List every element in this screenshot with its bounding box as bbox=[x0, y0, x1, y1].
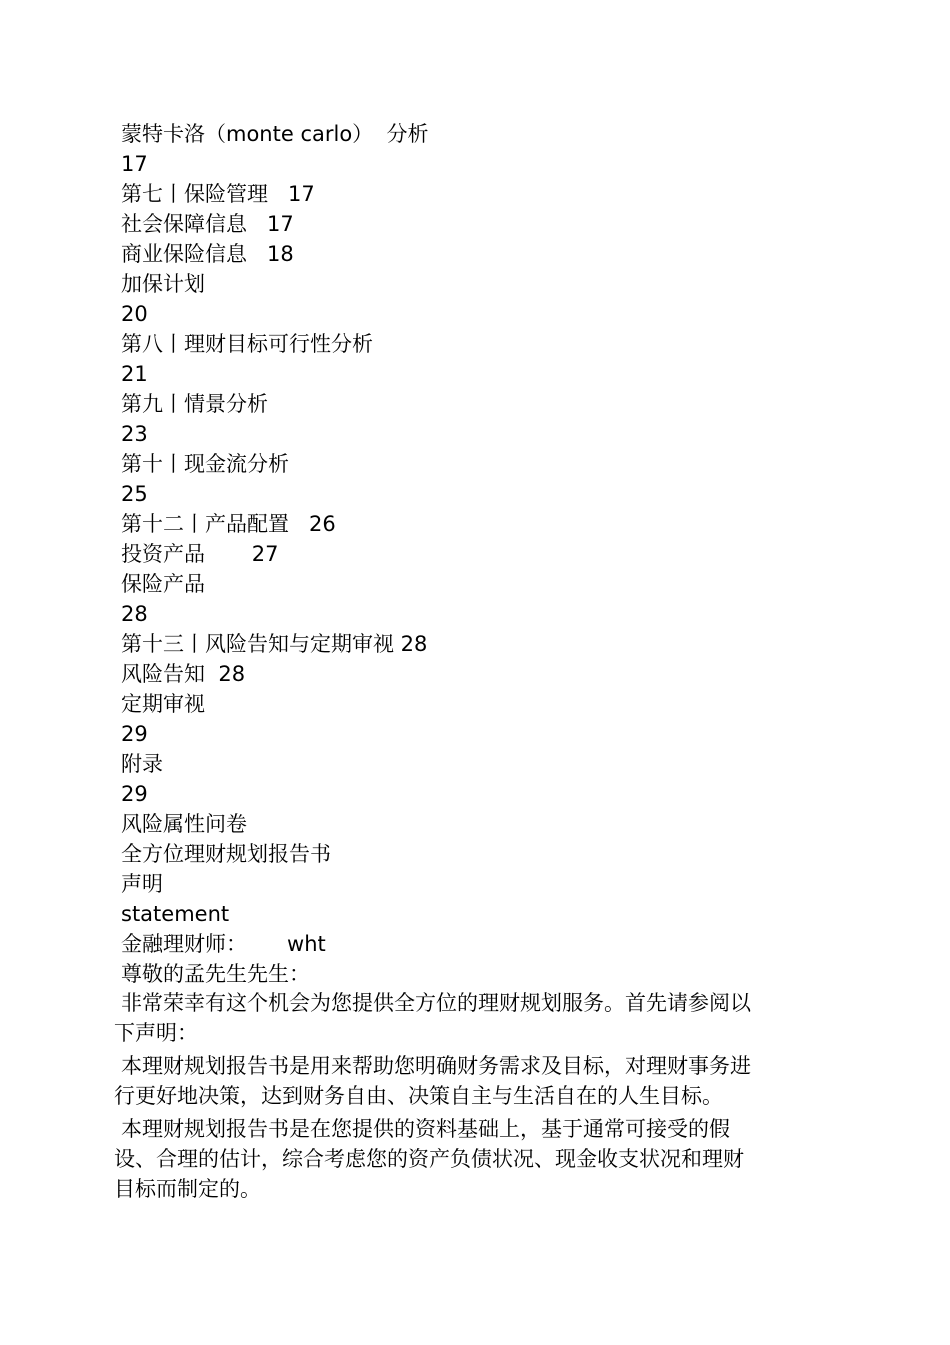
toc-page-number: 20 bbox=[121, 302, 148, 326]
toc-entry-product-allocation: 第十二丨产品配置 26 bbox=[121, 512, 336, 536]
toc-entry-monte-carlo: 蒙特卡洛（monte carlo） 分析 bbox=[121, 122, 429, 146]
toc-entry-goal-feasibility: 第八丨理财目标可行性分析 bbox=[121, 332, 373, 356]
toc-page-number: 25 bbox=[121, 482, 148, 506]
toc-entry-risk-questionnaire: 风险属性问卷 bbox=[121, 812, 247, 836]
report-title: 全方位理财规划报告书 bbox=[121, 842, 331, 866]
toc-entry-additional-coverage: 加保计划 bbox=[121, 272, 205, 296]
toc-page-number: 21 bbox=[121, 362, 148, 386]
toc-entry-periodic-review: 定期审视 bbox=[121, 692, 205, 716]
toc-page-number: 17 bbox=[121, 152, 148, 176]
statement-paragraph: 本理财规划报告书是在您提供的资料基础上，基于通常可接受的假设、合理的估计，综合考虑您的资产负债状况、现金收支状况和理财目标而制定的。 bbox=[114, 1117, 744, 1201]
statement-heading: 声明 bbox=[121, 872, 163, 896]
toc-page-number: 23 bbox=[121, 422, 148, 446]
toc-entry-risk-disclosure: 风险告知 28 bbox=[121, 662, 246, 686]
statement-heading-english: statement bbox=[121, 902, 230, 926]
toc-entry-insurance-products: 保险产品 bbox=[121, 572, 205, 596]
toc-entry-social-security: 社会保障信息 17 bbox=[121, 212, 294, 236]
toc-entry-cash-flow: 第十丨现金流分析 bbox=[121, 452, 289, 476]
toc-entry-commercial-insurance: 商业保险信息 18 bbox=[121, 242, 294, 266]
toc-entry-appendix: 附录 bbox=[121, 752, 163, 776]
toc-entry-investment-products: 投资产品 27 bbox=[121, 542, 279, 566]
toc-page-number: 28 bbox=[121, 602, 148, 626]
statement-paragraph: 非常荣幸有这个机会为您提供全方位的理财规划服务。首先请参阅以下声明： bbox=[114, 991, 751, 1045]
toc-entry-risk-review: 第十三丨风险告知与定期审视 28 bbox=[121, 632, 428, 656]
planner-name: 金融理财师： wht bbox=[121, 932, 326, 956]
toc-entry-scenario-analysis: 第九丨情景分析 bbox=[121, 392, 268, 416]
toc-page-number: 29 bbox=[121, 782, 148, 806]
statement-paragraph: 本理财规划报告书是用来帮助您明确财务需求及目标，对理财事务进行更好地决策，达到财务自由、决策自主与生活自在的人生目标。 bbox=[114, 1054, 751, 1108]
toc-entry-insurance-management: 第七丨保险管理 17 bbox=[121, 182, 315, 206]
table-of-contents bbox=[121, 119, 761, 989]
statement-body bbox=[114, 988, 764, 1204]
salutation: 尊敬的孟先生先生： bbox=[121, 962, 310, 986]
toc-page-number: 29 bbox=[121, 722, 148, 746]
